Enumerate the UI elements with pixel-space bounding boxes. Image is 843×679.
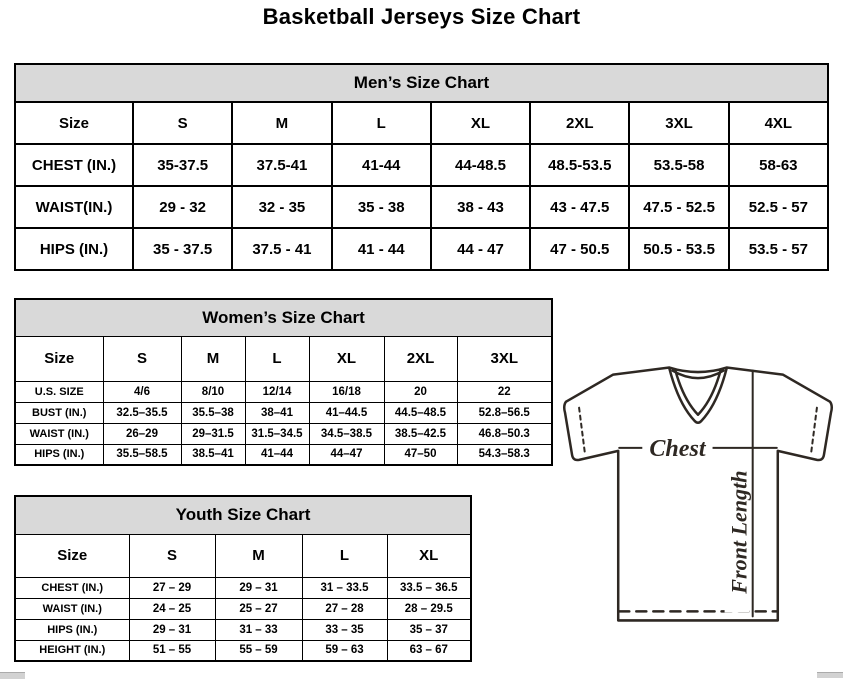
table-cell: 55 – 59 [215,640,302,661]
col-header: 3XL [457,336,552,381]
row-label: HEIGHT (IN.) [15,640,129,661]
table-cell: 53.5 - 57 [729,228,828,270]
table-cell: 20 [384,381,457,402]
table-cell: 33.5 – 36.5 [387,577,471,598]
table-row [15,444,552,465]
table-cell: 52.8–56.5 [457,402,552,423]
row-label: HIPS (IN.) [15,619,129,640]
womens-size-table [14,298,553,466]
col-header: 3XL [629,102,728,144]
table-cell: 38 - 43 [431,186,530,228]
womens-table-title: Women’s Size Chart [15,299,552,336]
row-label: U.S. SIZE [15,381,103,402]
table-cell: 29 – 31 [129,619,215,640]
table-cell: 51 – 55 [129,640,215,661]
col-header: S [133,102,232,144]
table-cell: 41–44 [245,444,309,465]
table-cell: 53.5-58 [629,144,728,186]
table-cell: 44-48.5 [431,144,530,186]
table-cell: 54.3–58.3 [457,444,552,465]
row-label: HIPS (IN.) [15,444,103,465]
row-label: WAIST(IN.) [15,186,133,228]
col-header: XL [431,102,530,144]
row-label: CHEST (IN.) [15,577,129,598]
col-header: S [129,534,215,577]
table-cell: 46.8–50.3 [457,423,552,444]
table-cell: 16/18 [309,381,384,402]
table-row [15,144,828,186]
row-label: BUST (IN.) [15,402,103,423]
mens-size-table [14,63,829,271]
table-cell: 63 – 67 [387,640,471,661]
table-cell: 47.5 - 52.5 [629,186,728,228]
table-cell: 29–31.5 [181,423,245,444]
table-cell: 27 – 29 [129,577,215,598]
table-cell: 12/14 [245,381,309,402]
table-cell: 8/10 [181,381,245,402]
col-header: L [332,102,431,144]
row-label: WAIST (IN.) [15,423,103,444]
table-cell: 26–29 [103,423,181,444]
table-cell: 38–41 [245,402,309,423]
table-cell: 32 - 35 [232,186,331,228]
table-cell: 35.5–38 [181,402,245,423]
table-cell: 41 - 44 [332,228,431,270]
jersey-outline [564,368,832,621]
table-cell: 41-44 [332,144,431,186]
table-cell: 35-37.5 [133,144,232,186]
horizontal-scrollbar-right-fragment[interactable] [817,672,843,678]
table-cell: 29 – 31 [215,577,302,598]
table-row [15,381,552,402]
table-cell: 38.5–41 [181,444,245,465]
table-cell: 25 – 27 [215,598,302,619]
col-header: L [302,534,387,577]
table-header-row [15,102,828,144]
col-header: XL [387,534,471,577]
col-header: M [181,336,245,381]
col-header: M [232,102,331,144]
table-row [15,228,828,270]
table-cell: 37.5 - 41 [232,228,331,270]
chest-measure-label: Chest [649,435,706,462]
youth-table-title: Youth Size Chart [15,496,471,534]
horizontal-scrollbar-left-fragment[interactable] [0,672,25,679]
table-cell: 34.5–38.5 [309,423,384,444]
table-cell: 58-63 [729,144,828,186]
table-cell: 35 – 37 [387,619,471,640]
row-label: CHEST (IN.) [15,144,133,186]
table-cell: 59 – 63 [302,640,387,661]
table-cell: 33 – 35 [302,619,387,640]
table-cell: 47–50 [384,444,457,465]
table-cell: 4/6 [103,381,181,402]
col-header: M [215,534,302,577]
table-cell: 37.5-41 [232,144,331,186]
table-cell: 44 - 47 [431,228,530,270]
size-label: Size [15,102,133,144]
table-cell: 22 [457,381,552,402]
table-cell: 41–44.5 [309,402,384,423]
table-cell: 32.5–35.5 [103,402,181,423]
table-cell: 31.5–34.5 [245,423,309,444]
table-header-row [15,534,471,577]
table-header-row [15,336,552,381]
table-cell: 48.5-53.5 [530,144,629,186]
table-cell: 44–47 [309,444,384,465]
table-cell: 35.5–58.5 [103,444,181,465]
table-row [15,402,552,423]
table-row [15,619,471,640]
size-label: Size [15,336,103,381]
table-cell: 27 – 28 [302,598,387,619]
table-cell: 47 - 50.5 [530,228,629,270]
front-length-measure-label: Front Length [726,470,752,594]
jersey-diagram [556,361,842,631]
row-label: HIPS (IN.) [15,228,133,270]
table-cell: 52.5 - 57 [729,186,828,228]
col-header: 2XL [384,336,457,381]
table-cell: 24 – 25 [129,598,215,619]
table-row [15,423,552,444]
table-row [15,640,471,661]
table-cell: 38.5–42.5 [384,423,457,444]
col-header: 4XL [729,102,828,144]
table-cell: 29 - 32 [133,186,232,228]
col-header: S [103,336,181,381]
table-cell: 31 – 33.5 [302,577,387,598]
youth-size-table [14,495,472,662]
table-cell: 50.5 - 53.5 [629,228,728,270]
size-label: Size [15,534,129,577]
table-cell: 35 - 38 [332,186,431,228]
table-row [15,577,471,598]
col-header: XL [309,336,384,381]
table-row [15,598,471,619]
row-label: WAIST (IN.) [15,598,129,619]
table-cell: 31 – 33 [215,619,302,640]
col-header: 2XL [530,102,629,144]
col-header: L [245,336,309,381]
mens-table-title: Men’s Size Chart [15,64,828,102]
page-title: Basketball Jerseys Size Chart [262,4,581,29]
table-row [15,186,828,228]
table-cell: 44.5–48.5 [384,402,457,423]
table-cell: 35 - 37.5 [133,228,232,270]
table-cell: 28 – 29.5 [387,598,471,619]
table-cell: 43 - 47.5 [530,186,629,228]
